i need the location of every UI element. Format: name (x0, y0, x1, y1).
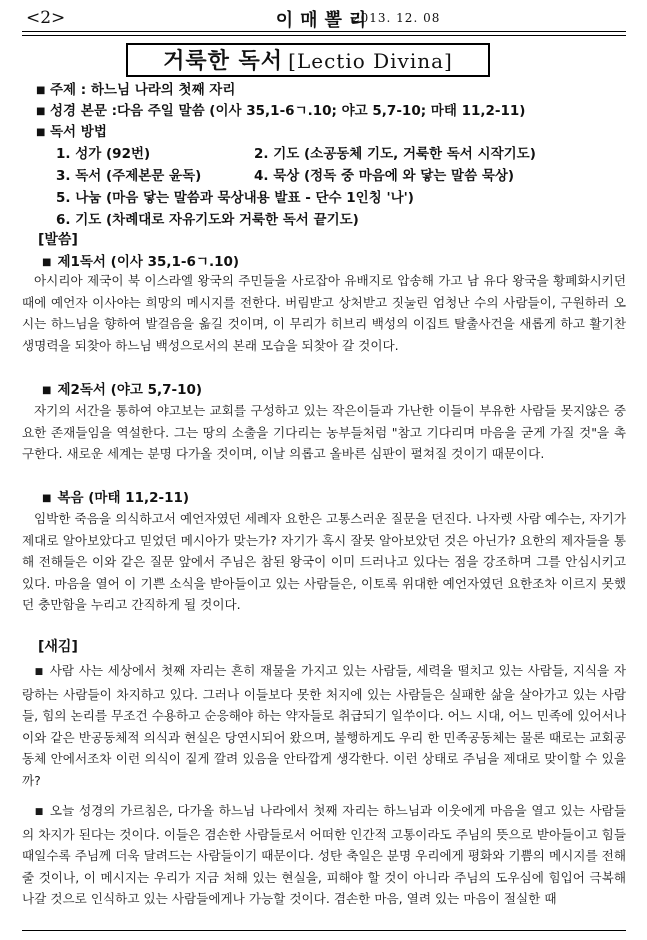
reading-method-steps (56, 143, 626, 231)
list-item (56, 209, 626, 231)
list-item (56, 165, 626, 187)
header-divider (22, 31, 626, 36)
reading-heading-2 (42, 378, 202, 398)
square-bullet-icon: ■ (34, 807, 44, 817)
step-6: 6. 기도 (차례대로 자유기도와 거룩한 독서 끝기도) (56, 212, 359, 228)
readings-section-label: [발씀] (38, 232, 78, 248)
square-bullet-icon: ■ (42, 493, 52, 504)
square-bullet-icon: ■ (36, 127, 46, 138)
square-bullet-icon: ■ (42, 257, 52, 268)
reading-text: 아시리아 제국이 북 이스라엘 왕국의 주민들을 사로잡아 유배지로 압송해 가고 남 유다 왕국을 황폐화시키던 때에 예언자 이사야는 희망의 메시지를 전한다. 버림받고 상처받고 짓눌린 엄청난 수의 사람들이, 구원하러 오시는 하느님을 향하여 발걸음을 옮길 것이며, 이 무리가 히브리 백성의 이집트 탈출사건을 새롭게 하고 활기찬 생명력을 되찾아 하느님 백성으로서의 본래 모습을 되찾아 갈 것이다. (22, 273, 626, 353)
issue-date: 2013. 12. 08 (352, 11, 441, 25)
reflection-paragraph-2 (22, 800, 626, 910)
step-4: 4. 묵상 (정독 중 마음에 와 닿는 말씀 묵상) (254, 168, 515, 184)
reading-paragraph-2 (22, 400, 626, 465)
method-label: 독서 방법 (50, 124, 107, 140)
scripture-line: 성경 본문 :다음 주일 말씀 (이사 35,1-6ㄱ.10; 야고 5,7-10; 마태 11,2-11) (50, 103, 526, 119)
reading-text: 임박한 죽음을 의식하고서 예언자였던 세례자 요한은 고통스러운 질문을 던진다. 나자렛 사람 예수는, 자기가 제대로 알아보았다고 믿었던 메시아가 맞는가? 자기가 혹시 잘못 알아보았던 것은 아닌가? 요한의 제자들을 통해 전해들은 이와 같은 질문 앞에서 주님은 참된 왕국이 이미 드러나고 있다는 점을 강조하며 그를 안심시키고 있다. 마음을 열어 이 기쁜 소식을 받아들이고 있는 사람들은, 이토록 위대한 예언자였던 요한조차 이르지 못했던 충만함을 누리고 간직하게 될 것이다. (22, 511, 626, 613)
reflection-text: 오늘 성경의 가르침은, 다가올 하느님 나라에서 첫째 자리는 하느님과 이웃에게 마음을 열고 있는 사람들의 차지가 된다는 것이다. 이들은 겸손한 사람들로서 어떠한 인간적 고통이라도 주님의 뜻으로 받아들이고 힘들 때일수록 주님께 더욱 달려드는 사람들이기 때문이다. 성탄 축일은 분명 우리에게 평화와 기쁨의 메시지를 전해줄 것이나, 이 메시지는 우리가 지금 처해 있는 현실을, 피해야 할 것이 아니라 주님의 도우심에 힘입어 극복해 나갈 것으로 인식하고 있는 사람들에게나 가능할 것이다. 겸손한 마음, 열려 있는 마음이 절실한 때 (22, 803, 626, 907)
step-5: 5. 나눔 (마음 닿는 말씀과 묵상내용 발표 - 단수 1인칭 '나') (56, 190, 414, 206)
article-title-latin: [Lectio Divina] (288, 49, 453, 73)
article-title-box (126, 43, 490, 77)
page-header (22, 6, 627, 32)
square-bullet-icon: ■ (34, 667, 44, 677)
reflection-paragraph-1 (22, 660, 626, 792)
footer-divider (22, 930, 626, 931)
list-item (56, 187, 626, 209)
square-bullet-icon: ■ (36, 85, 46, 96)
reading-title: 복음 (마태 11,2-11) (57, 490, 190, 506)
list-item (56, 143, 626, 165)
reading-title: 제2독서 (야고 5,7-10) (57, 382, 203, 398)
square-bullet-icon: ■ (36, 106, 46, 117)
page-number: <2> (26, 8, 66, 28)
step-3: 3. 독서 (주제본문 윤독) (56, 168, 202, 184)
theme-line: 주제 : 하느님 나라의 첫째 자리 (50, 82, 236, 98)
session-info (36, 80, 626, 143)
reading-paragraph-1 (22, 270, 626, 356)
step-2: 2. 기도 (소공동체 기도, 거룩한 독서 시작기도) (254, 146, 536, 162)
reading-text: 자기의 서간을 통하여 야고보는 교회를 구성하고 있는 작은이들과 가난한 이들이 부유한 사람들 못지않은 중요한 존재들임을 역설한다. 그는 땅의 소출을 기다리는 농부들처럼 "참고 기다리며 마음을 굳게 가질 것"을 촉구한다. 새로운 세계는 분명 다가올 것이며, 이날 의롭고 올바른 심판이 펼쳐질 것이기 때문이다. (22, 403, 626, 462)
newsletter-name: 이매뽈리 (275, 10, 374, 31)
reflection-text: 사람 사는 세상에서 첫째 자리는 흔히 재물을 가지고 있는 사람들, 세력을 떨치고 있는 사람들, 지식을 자랑하는 사람들이 차지하고 있다. 그러나 이들보다 못한 처지에 있는 사람들은 실패한 삶을 살아가고 있는 사람들, 힘의 논리를 무조건 수용하고 순응해야 하는 약자들로 취급되기 일쑤이다. 어느 시대, 어느 민족에 있어서나 이와 같은 반공동체적 의식과 현실은 당연시되어 왔으며, 불행하게도 우리 한 민족공동체는 물론 때로는 교회공동체 안에서조차 이런 의식이 짙게 깔려 있음을 안타깝게 생각한다. 이런 상태로 주님을 제대로 맞이할 수 있을까? (22, 663, 626, 788)
article-title: 거룩한 독서 (163, 49, 284, 74)
reading-paragraph-3 (22, 508, 626, 616)
reading-heading-3 (42, 486, 189, 506)
step-1: 1. 성가 (92번) (56, 146, 151, 162)
reflection-section-label: [새김] (38, 639, 78, 655)
reading-heading-1 (42, 250, 239, 270)
reading-title: 제1독서 (이사 35,1-6ㄱ.10) (57, 254, 240, 270)
square-bullet-icon: ■ (42, 385, 52, 396)
